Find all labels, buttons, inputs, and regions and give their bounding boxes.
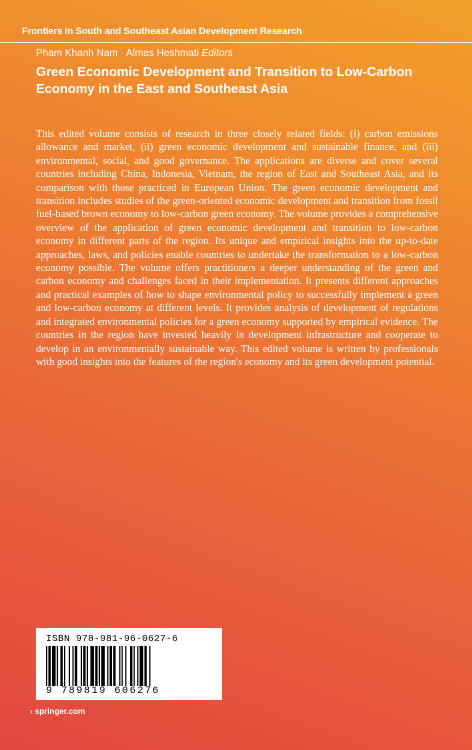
barcode-bar — [75, 646, 77, 686]
barcode-bar — [101, 646, 105, 686]
series-title: Frontiers in South and Southeast Asian Development Research — [22, 26, 302, 37]
barcode-bar — [149, 646, 150, 686]
back-cover-blurb: This edited volume consists of research in three closely related fields: (i) carbon emissions allowance and market, (ii) green economic development and sustainable finance, and (iii) environmental, social, and good governance. The applications are diverse and cover several countries including China, Indonesia, Vietnam, the region of East and Southeast Asia, and its comparison with those practiced in European Union. The green economic development and transition includes studies of the green-oriented economic development and transition from fossil fuel-based brown economy to low-carbon green economy. The volume provides a comprehensive overview of the application of green economic development and transition to low-carbon economy in different parts of the region. Its unique and empirical insights into the up-to-date approaches, laws, and policies enable countries to undertake the transformation to a low-carbon economy possible. The volume offers practitioners a deeper understanding of the green and carbon economy and challenges faced in their implementation. It presents different approaches and practical examples of how to shape environmental policy to successfully implement a green and low-carbon economy at different levels. It provides analysis of development of regulations and integrated environmental policies for a green economy supported by empirical evidence. The countries in the region have invested heavily in development infrastructure and cooperate to develop in an environmentally sustainable way. This edited volume is written by professionals with good insights into the features of the region's economy and its green development potential. — [36, 129, 438, 368]
title-line-2: Economy in the East and Southeast Asia — [36, 80, 288, 96]
barcode-bar — [60, 646, 62, 686]
barcode-bar — [52, 646, 56, 686]
barcode-bar — [140, 646, 144, 686]
publisher-url: › springer.com — [30, 707, 86, 716]
editors-role: Editors — [201, 48, 233, 59]
editor-names: Pham Khanh Nam · Almas Heshmati — [36, 48, 199, 59]
barcode-bar — [46, 646, 47, 686]
barcode-box — [36, 628, 222, 700]
barcode-bar — [83, 646, 85, 686]
title-line-1: Green Economic Development and Transition to Low-Carbon — [36, 64, 413, 79]
barcode-bar — [110, 646, 112, 686]
barcode-bar — [72, 646, 73, 686]
barcode-bar — [113, 646, 115, 686]
barcode-bar — [95, 646, 97, 686]
barcode-bar — [57, 646, 58, 686]
barcode-bar — [107, 646, 108, 686]
barcode-bar — [144, 646, 146, 686]
barcode-bar — [130, 646, 132, 686]
barcode-bar — [69, 646, 70, 686]
barcode-bar — [87, 646, 88, 686]
editors-line — [36, 48, 233, 59]
barcode-bar — [48, 646, 50, 686]
book-title — [36, 64, 446, 97]
barcode-bar — [90, 646, 94, 686]
isbn-label: ISBN 978-981-96-0627-6 — [46, 633, 179, 644]
barcode-digits: 9 789819 606276 — [46, 686, 161, 697]
barcode-bar — [125, 646, 126, 686]
barcode-bar — [64, 646, 65, 686]
barcode-bar — [81, 646, 82, 686]
barcode-bars — [46, 646, 212, 686]
barcode-bar — [119, 646, 120, 686]
barcode-bar — [137, 646, 138, 686]
barcode-bar — [122, 646, 123, 686]
series-rule — [0, 42, 472, 43]
barcode-bar — [134, 646, 135, 686]
barcode-bar — [99, 646, 100, 686]
